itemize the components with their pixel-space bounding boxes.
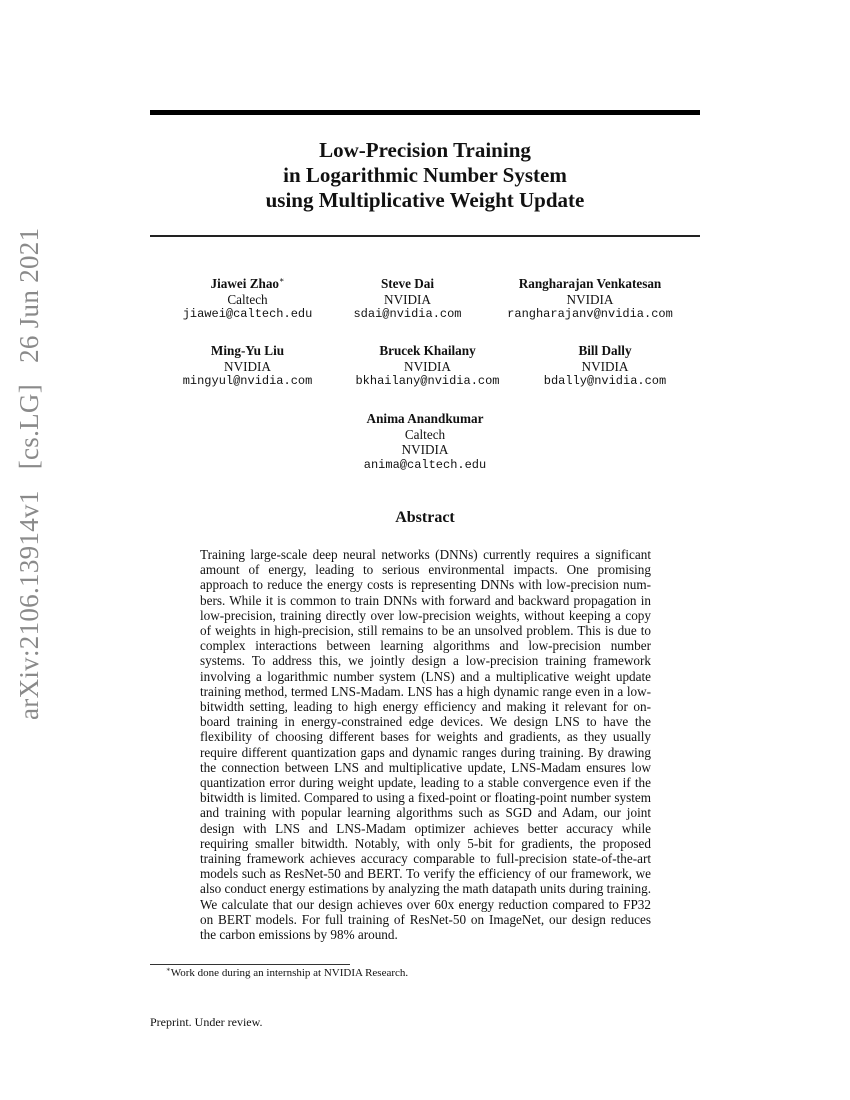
arxiv-date: 26 Jun 2021 [14,227,44,363]
author-name: Steve Dai [380,276,435,291]
author-email: bdally@nvidia.com [543,374,667,388]
arxiv-stamp [14,214,45,720]
author-affiliation: Caltech [404,426,446,442]
paper-title [150,138,700,213]
author-email: bkhailany@nvidia.com [355,374,500,388]
author-block [345,343,510,390]
title-line-3: using Multiplicative Weight Update [265,188,585,212]
author-affiliation: NVIDIA [384,291,431,307]
abstract-heading: Abstract [395,509,455,526]
author-block [160,276,335,323]
author-block [340,411,510,473]
author-block [335,276,480,323]
author-name: Brucek Khailany [379,343,476,358]
footnote [166,967,408,979]
footnote-mark: ∗ [166,965,171,974]
author-email: jiawei@caltech.edu [182,307,313,321]
author-name: Bill Dally [578,343,632,358]
author-email: mingyul@nvidia.com [182,374,313,388]
footnote-mark: ∗ [279,275,285,285]
author-affiliation: NVIDIA [581,358,629,374]
title-top-rule [150,110,700,115]
preprint-notice: Preprint. Under review. [150,1015,263,1029]
author-block [490,276,690,323]
arxiv-id: arXiv:2106.13914v1 [14,490,44,720]
author-affiliation: NVIDIA [224,358,271,374]
author-email: sdai@nvidia.com [353,307,462,321]
author-name: Anima Anandkumar [366,411,484,426]
author-email: rangharajanv@nvidia.com [507,307,673,321]
author-affiliation: Caltech [227,291,268,307]
author-name: Ming-Yu Liu [210,343,285,358]
author-block [525,343,685,390]
author-affiliation-2: NVIDIA [401,442,449,457]
title-line-1: Low-Precision Training [319,138,531,162]
title-line-2: in Logarithmic Number System [283,163,567,187]
author-affiliation: NVIDIA [566,291,614,307]
author-email: anima@caltech.edu [363,457,487,472]
arxiv-category: [cs.LG] [14,383,44,470]
title-bottom-rule [150,235,700,237]
author-name: Rangharajan Venkatesan [518,276,662,291]
author-name: Jiawei Zhao∗ [210,275,285,291]
author-block [160,343,335,390]
footnote-rule [150,964,350,965]
abstract-text: Training large-scale deep neural networks (DNNs) currently requires a significant amount of energy, leading to serious environmental impacts. One promising approach to reduce the energy costs is representing DNNs with low-precision numbers. While it is common to train DNNs with forward and backward propagation in low-precision, training directly over low-precision weights, without keeping a copy of weights in high-precision, still remains to be an unsolved problem. This is due to complex interactions between learning algorithms and low-precision number systems. To address this, we jointly design a low-precision training framework involving a logarithmic number system (LNS) and a multiplicative weight update training method, termed LNS-Madam. LNS has a high dynamic range even in a low-bitwidth setting, leading to high energy efficiency and making it relevant for on-board training in energy-constrained edge devices. We design LNS to have the flexibility of choosing different bases for weights and gradients, as they usually require different quantization gaps and dynamic ranges during training. By drawing the connection between LNS and multiplicative update, LNS-Madam ensures low quantization error during weight update, leading to a stable convergence even if the bitwidth is limited. Compared to using a fixed-point or floating-point number system and training with popular learning algorithms such as SGD and Adam, our joint design with LNS and LNS-Madam optimizer achieves better accuracy while requiring smaller bitwidth. Notably, with only 5-bit for gradients, the proposed training framework achieves accuracy comparable to full-precision state-of-the-art models such as ResNet-50 and BERT. To verify the efficiency of our framework, we also conduct energy estimations by analyzing the math datapath units during training. We calculate that our design achieves over 60x energy reduction compared to FP32 on BERT models. For full training of ResNet-50 on ImageNet, our design reduces the carbon emissions by 98% around. [200,547,651,943]
footnote-text: Work done during an internship at NVIDIA Research. [170,967,409,979]
author-affiliation: NVIDIA [404,358,451,374]
